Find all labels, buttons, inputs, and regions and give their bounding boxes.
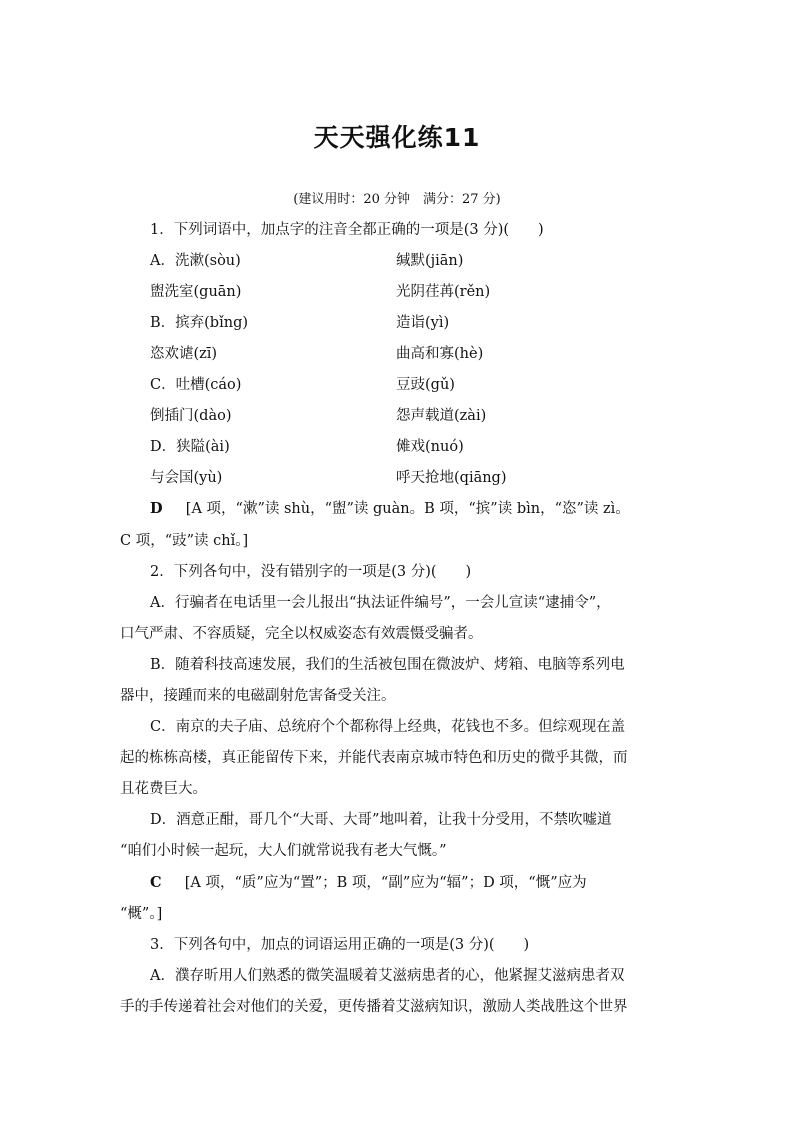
q2-text-line: 器中，接踵而来的电磁副射危害备受关注。 bbox=[120, 688, 396, 704]
q2-explanation-line2: “概”。] bbox=[120, 906, 163, 922]
page-title: 天天强化练11 bbox=[313, 123, 481, 152]
q1-option: 造诣(yì) bbox=[396, 315, 450, 331]
q1-answer bbox=[150, 499, 630, 519]
q1-option: 盥洗室(guān) bbox=[150, 284, 242, 300]
q3-text-line: A．濮存昕用人们熟悉的微笑温暖着艾滋病患者的心，他紧握艾滋病患者双 bbox=[150, 968, 625, 984]
q2-text-line: B．随着科技高速发展，我们的生活被包围在微波炉、烤箱、电脑等系列电 bbox=[150, 657, 625, 673]
q2-text-line: 起的栋栋高楼，真正能留传下来，并能代表南京城市特色和历史的微乎其微，而 bbox=[120, 750, 628, 766]
q1-option: B．摈弃(bǐng) bbox=[150, 315, 249, 331]
q2-answer bbox=[150, 873, 587, 893]
q1-option: 与会国(yù) bbox=[150, 470, 223, 486]
q1-option: 怨声载道(zài) bbox=[396, 408, 487, 424]
q2-text-line: C．南京的夫子庙、总统府个个都称得上经典，花钱也不多。但综观现在盖 bbox=[150, 719, 626, 735]
q1-option: C．吐槽(cáo) bbox=[150, 377, 242, 393]
q2-answer-letter: C bbox=[150, 874, 162, 891]
q1-explanation-line1: [A 项，“漱”读 shù，“盥”读 guàn。B 项，“摈”读 bìn，“恣”读 zì。 bbox=[185, 501, 630, 517]
q2-text-line: A．行骗者在电话里一会儿报出“执法证件编号”，一会儿宣读“逮捕令”， bbox=[150, 595, 611, 611]
q1-answer-letter: D bbox=[150, 500, 163, 517]
q3-stem: 3．下列各句中，加点的词语运用正确的一项是(3 分)( ) bbox=[150, 937, 530, 953]
q2-text-line: “咱们小时候一起玩，大人们就常说我有老大气慨。” bbox=[120, 843, 447, 859]
q2-stem: 2．下列各句中，没有错别字的一项是(3 分)( ) bbox=[150, 564, 472, 580]
q3-text-line: 手的手传递着社会对他们的关爱，更传播着艾滋病知识，激励人类战胜这个世界 bbox=[120, 999, 628, 1015]
q1-option: 光阴荏苒(rěn) bbox=[396, 284, 491, 300]
q2-explanation-line1: [A 项，“质”应为“置”；B 项，“副”应为“辐”；D 项，“慨”应为 bbox=[184, 875, 587, 891]
q1-option: 恣欢谑(zī) bbox=[150, 346, 218, 362]
q1-option: D．狭隘(ài) bbox=[150, 439, 230, 455]
time-score-note: (建议用时：20 分钟 满分：27 分) bbox=[293, 192, 501, 207]
q1-option: 傩戏(nuó) bbox=[396, 439, 464, 455]
q2-text-line: 且花费巨大。 bbox=[120, 781, 207, 797]
q1-option: 曲高和寡(hè) bbox=[396, 346, 484, 362]
q1-stem: 1．下列词语中，加点字的注音全都正确的一项是(3 分)( ) bbox=[150, 222, 544, 238]
q1-option: A．洗漱(sòu) bbox=[150, 253, 241, 269]
q2-text-line: D．酒意正酣，哥几个“大哥、大哥”地叫着，让我十分受用，不禁吹嘘道 bbox=[150, 812, 612, 828]
q2-text-line: 口气严肃、不容质疑，完全以权威姿态有效震慑受骗者。 bbox=[120, 626, 483, 642]
q1-option: 倒插门(dào) bbox=[150, 408, 232, 424]
q1-option: 豆豉(gǔ) bbox=[396, 377, 455, 393]
q1-option: 缄默(jiān) bbox=[396, 253, 464, 269]
q1-option: 呼天抢地(qiāng) bbox=[396, 470, 507, 486]
q1-explanation-line2: C 项，“豉”读 chǐ。] bbox=[120, 533, 249, 549]
